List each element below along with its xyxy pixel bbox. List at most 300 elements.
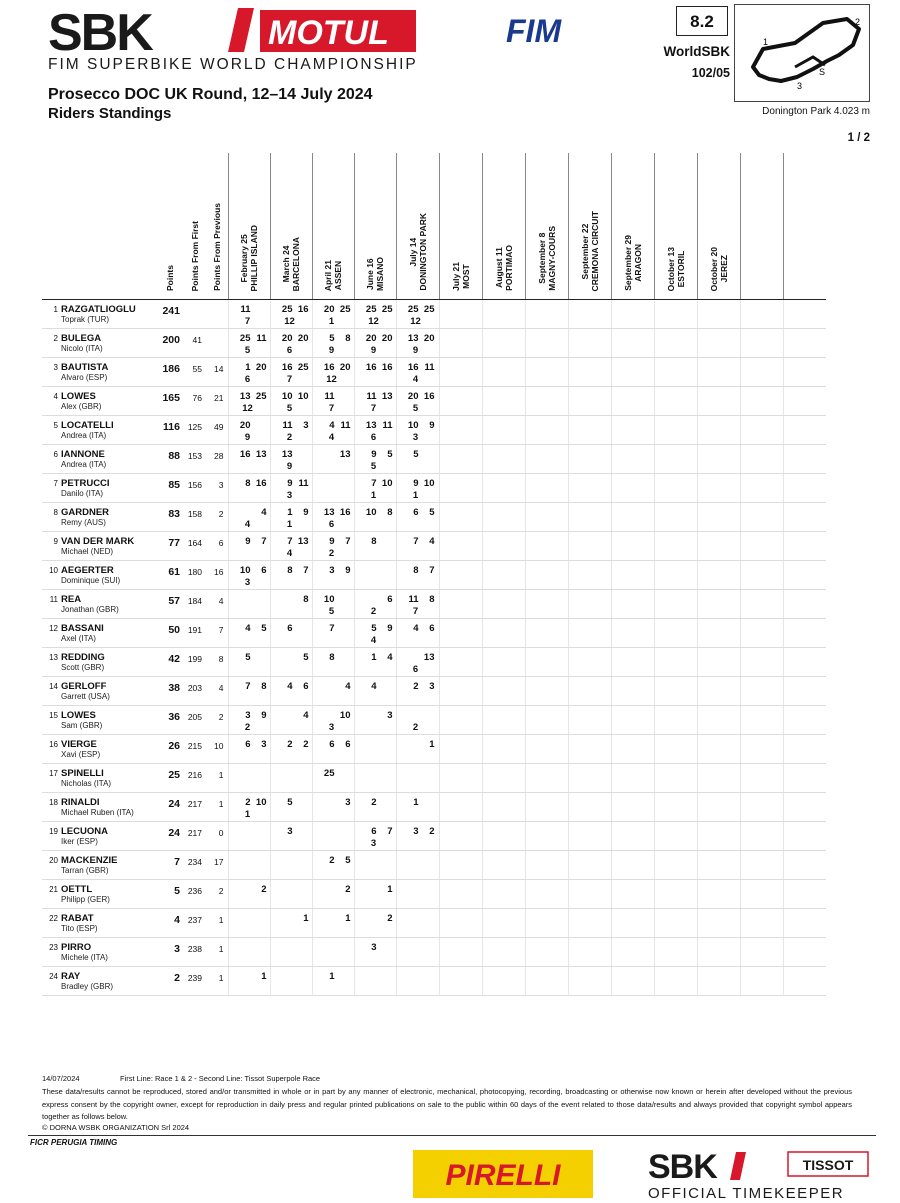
round-result-cell (354, 474, 396, 503)
round-result-cell (270, 445, 312, 474)
rider-cell (42, 445, 156, 474)
from-first-cell: 125 (184, 416, 206, 445)
empty-round-cell (654, 938, 697, 967)
rider-row (42, 851, 826, 880)
race1-points: 16 (365, 362, 377, 373)
svg-text:S: S (819, 67, 826, 77)
empty-round-cell (568, 967, 611, 996)
rider-firstname: Danilo (ITA) (61, 489, 104, 498)
empty-round-cell (568, 329, 611, 358)
race1-points: 2 (413, 681, 419, 692)
rider-position: 10 (49, 566, 58, 575)
round-result-cell (312, 938, 354, 967)
race1-points: 9 (371, 449, 377, 460)
round-result-cell (354, 590, 396, 619)
points-cell: 85 (156, 474, 184, 503)
round-header: June 16 MISANO (354, 153, 396, 300)
points-cell: 57 (156, 590, 184, 619)
rider-cell (42, 532, 156, 561)
rider-firstname: Sam (GBR) (61, 721, 103, 730)
round-result-cell (270, 851, 312, 880)
round-result-cell (354, 329, 396, 358)
empty-round-cell (611, 358, 654, 387)
empty-round-cell (654, 561, 697, 590)
empty-round-cell (439, 938, 482, 967)
race2-points: 1 (261, 971, 267, 982)
round-result-cell (396, 880, 439, 909)
rider-cell (42, 358, 156, 387)
from-first-column-header: Points From First (184, 153, 206, 300)
empty-round-cell (654, 909, 697, 938)
round-result-cell (312, 880, 354, 909)
empty-round-cell (697, 503, 740, 532)
round-result-cell (270, 735, 312, 764)
race1-points: 13 (323, 507, 335, 518)
race2-points: 13 (255, 449, 267, 460)
race1-points: 9 (287, 478, 293, 489)
race2-points: 8 (345, 333, 351, 344)
round-result-cell (312, 416, 354, 445)
rider-row (42, 590, 826, 619)
empty-round-cell (740, 445, 783, 474)
race1-points: 1 (371, 652, 377, 663)
from-previous-cell: 1 (206, 967, 228, 996)
rider-cell (42, 300, 156, 329)
superpole-points: 3 (328, 722, 335, 733)
empty-round-cell (482, 706, 525, 735)
empty-round-cell (740, 590, 783, 619)
superpole-points: 9 (328, 345, 335, 356)
superpole-points: 1 (286, 519, 293, 530)
rider-surname: REA (61, 594, 82, 605)
round-result-cell (396, 967, 439, 996)
copyright-notice: These data/results cannot be reproduced, stored and/or transmitted in whole or in part by any manner of electronic, mechanical, photocopying, recording, broadcasting or otherwise now known or herein after developed without the previous express consent by the copyright owner, except for reproduction in daily press and regular printed publications on sale to the public within 60 days of the event related to those data/results and always provided that copyright symbol appears together as follows below. (42, 1087, 852, 1121)
race1-points: 7 (245, 681, 251, 692)
from-previous-cell: 1 (206, 793, 228, 822)
race1-points: 7 (413, 536, 419, 547)
race1-points: 5 (245, 652, 251, 663)
empty-round-cell (740, 793, 783, 822)
round-result-cell (312, 793, 354, 822)
race2-points: 16 (297, 304, 309, 315)
from-first-cell: 199 (184, 648, 206, 677)
empty-round-cell (697, 532, 740, 561)
superpole-points: 4 (412, 374, 419, 385)
empty-round-cell (611, 677, 654, 706)
from-previous-cell: 0 (206, 822, 228, 851)
page-number: 1 / 2 (847, 132, 870, 144)
race1-points: 16 (281, 362, 293, 373)
empty-round-cell (568, 416, 611, 445)
round-header: February 25 PHILLIP ISLAND (228, 153, 270, 300)
round-result-cell (228, 619, 270, 648)
from-previous-cell: 16 (206, 561, 228, 590)
race2-points: 7 (261, 536, 267, 547)
race1-points: 1 (287, 507, 293, 518)
footer-date: 14/07/2024 (42, 1074, 80, 1083)
empty-round-cell (525, 793, 568, 822)
extra-header (783, 153, 826, 300)
rider-row (42, 938, 826, 967)
rider-row (42, 619, 826, 648)
race1-points: 7 (329, 623, 335, 634)
rider-cell (42, 735, 156, 764)
round-result-cell (270, 880, 312, 909)
rider-position: 16 (49, 740, 58, 749)
superpole-points: 2 (286, 432, 293, 443)
from-previous-column-header: Points From Previous (206, 153, 228, 300)
empty-round-cell (439, 358, 482, 387)
superpole-points: 3 (286, 490, 293, 501)
empty-round-cell (611, 387, 654, 416)
rider-position: 4 (53, 392, 58, 401)
round-result-cell (396, 590, 439, 619)
race2-points: 4 (387, 652, 393, 663)
race2-points: 7 (387, 826, 393, 837)
sbk-tissot-logo (648, 1148, 870, 1200)
round-result-cell (228, 590, 270, 619)
empty-round-cell (697, 938, 740, 967)
from-first-cell: 180 (184, 561, 206, 590)
document-number: 8.2 (676, 6, 728, 36)
svg-text:SBK: SBK (648, 1148, 717, 1186)
round-result-cell (354, 793, 396, 822)
rider-surname: SPINELLI (61, 768, 104, 779)
points-cell: 2 (156, 967, 184, 996)
empty-round-cell (568, 648, 611, 677)
empty-round-cell (611, 851, 654, 880)
rider-cell (42, 677, 156, 706)
empty-round-cell (697, 735, 740, 764)
empty-round-cell (439, 706, 482, 735)
rider-firstname: Tarran (GBR) (61, 866, 109, 875)
event-title: Prosecco DOC UK Round, 12–14 July 2024 (48, 86, 373, 103)
from-previous-cell: 2 (206, 503, 228, 532)
empty-round-cell (697, 474, 740, 503)
empty-round-cell (740, 561, 783, 590)
race2-points: 8 (303, 594, 309, 605)
race2-points: 7 (345, 536, 351, 547)
empty-round-cell (525, 938, 568, 967)
empty-round-cell (525, 822, 568, 851)
race1-points: 6 (245, 739, 251, 750)
empty-round-cell (783, 764, 826, 793)
round-result-cell (312, 532, 354, 561)
rider-surname: BAUTISTA (61, 362, 109, 373)
empty-round-cell (439, 445, 482, 474)
race1-points: 7 (287, 536, 293, 547)
empty-round-cell (740, 706, 783, 735)
round-result-cell (228, 909, 270, 938)
race2-points: 20 (423, 333, 435, 344)
round-result-cell (396, 445, 439, 474)
round-result-cell (354, 648, 396, 677)
race2-points: 4 (429, 536, 435, 547)
race2-points: 25 (297, 362, 309, 373)
race2-points: 3 (261, 739, 267, 750)
round-result-cell (270, 561, 312, 590)
round-result-cell (312, 967, 354, 996)
rider-position: 21 (49, 885, 58, 894)
points-column-header: Points (156, 153, 184, 300)
from-first-cell: 234 (184, 851, 206, 880)
empty-round-cell (439, 474, 482, 503)
rider-firstname: Garrett (USA) (61, 692, 110, 701)
empty-round-cell (439, 909, 482, 938)
rider-row (42, 822, 826, 851)
empty-round-cell (568, 909, 611, 938)
rider-firstname: Alex (GBR) (61, 402, 102, 411)
empty-round-cell (654, 619, 697, 648)
empty-round-cell (482, 851, 525, 880)
from-previous-cell: 4 (206, 590, 228, 619)
from-first-cell: 76 (184, 387, 206, 416)
round-result-cell (354, 387, 396, 416)
empty-round-cell (568, 706, 611, 735)
race1-points: 11 (324, 391, 335, 402)
rider-firstname: Axel (ITA) (61, 634, 96, 643)
superpole-points: 7 (286, 374, 293, 385)
empty-round-cell (482, 387, 525, 416)
race1-points: 8 (287, 565, 293, 576)
rider-cell (42, 706, 156, 735)
round-header: July 21 MOST (439, 153, 482, 300)
rider-firstname: Iker (ESP) (61, 837, 98, 846)
superpole-points: 12 (242, 403, 253, 414)
rider-surname: AEGERTER (61, 565, 114, 576)
race2-points: 2 (303, 739, 309, 750)
round-result-cell (228, 358, 270, 387)
superpole-points: 12 (326, 374, 337, 385)
empty-round-cell (783, 648, 826, 677)
rider-surname: LOWES (61, 391, 96, 402)
rider-surname: RAY (61, 971, 81, 982)
superpole-points: 7 (370, 403, 377, 414)
round-result-cell (228, 648, 270, 677)
round-result-cell (270, 532, 312, 561)
rider-firstname: Nicolo (ITA) (61, 344, 103, 353)
empty-round-cell (740, 532, 783, 561)
race2-points: 16 (255, 478, 267, 489)
round-result-cell (396, 677, 439, 706)
round-result-cell (396, 938, 439, 967)
rider-surname: GERLOFF (61, 681, 107, 692)
race1-points: 8 (329, 652, 335, 663)
empty-round-cell (568, 358, 611, 387)
round-result-cell (228, 503, 270, 532)
points-cell: 61 (156, 561, 184, 590)
rider-cell (42, 967, 156, 996)
empty-round-cell (654, 590, 697, 619)
empty-round-cell (740, 938, 783, 967)
from-first-cell: 203 (184, 677, 206, 706)
race1-points: 10 (239, 565, 251, 576)
rider-row (42, 706, 826, 735)
empty-round-cell (740, 416, 783, 445)
rider-firstname: Andrea (ITA) (61, 431, 107, 440)
round-result-cell (228, 474, 270, 503)
from-previous-cell: 1 (206, 938, 228, 967)
empty-round-cell (568, 764, 611, 793)
round-result-cell (270, 474, 312, 503)
superpole-points: 6 (412, 664, 419, 675)
race2-points: 10 (381, 478, 393, 489)
round-result-cell (354, 880, 396, 909)
rider-cell (42, 329, 156, 358)
race2-points: 6 (261, 565, 267, 576)
empty-round-cell (568, 851, 611, 880)
race1-points: 16 (407, 362, 419, 373)
race1-points: 2 (371, 797, 377, 808)
race1-points: 4 (413, 623, 419, 634)
empty-round-cell (783, 532, 826, 561)
from-first-cell: 153 (184, 445, 206, 474)
svg-text:PIRELLI: PIRELLI (445, 1159, 561, 1192)
points-cell: 4 (156, 909, 184, 938)
round-result-cell (228, 880, 270, 909)
empty-round-cell (697, 822, 740, 851)
empty-round-cell (697, 590, 740, 619)
from-first-cell: 217 (184, 793, 206, 822)
rider-cell (42, 503, 156, 532)
superpole-points: 2 (328, 548, 335, 559)
round-result-cell (312, 445, 354, 474)
empty-round-cell (568, 938, 611, 967)
round-header: September 29 ARAGON (611, 153, 654, 300)
empty-round-cell (568, 793, 611, 822)
empty-round-cell (525, 561, 568, 590)
race1-points: 3 (371, 942, 377, 953)
race1-points: 5 (371, 623, 377, 634)
svg-text:TISSOT: TISSOT (802, 1157, 854, 1173)
race2-points: 5 (387, 449, 393, 460)
empty-round-cell (525, 880, 568, 909)
round-result-cell (396, 909, 439, 938)
empty-round-cell (697, 880, 740, 909)
empty-round-cell (611, 880, 654, 909)
points-cell: 165 (156, 387, 184, 416)
race1-points: 25 (365, 304, 377, 315)
empty-round-cell (783, 967, 826, 996)
race1-points: 1 (413, 797, 419, 808)
race1-points: 5 (329, 333, 335, 344)
race1-points: 13 (407, 333, 419, 344)
superpole-points: 9 (412, 345, 419, 356)
round-result-cell (396, 822, 439, 851)
superpole-points: 6 (244, 374, 251, 385)
superpole-points: 9 (244, 432, 251, 443)
race2-points: 6 (429, 623, 435, 634)
race1-points: 4 (329, 420, 335, 431)
rider-row (42, 648, 826, 677)
points-cell: 200 (156, 329, 184, 358)
rider-firstname: Philipp (GER) (61, 895, 110, 904)
round-result-cell (354, 445, 396, 474)
rider-cell (42, 909, 156, 938)
empty-round-cell (740, 300, 783, 329)
empty-round-cell (654, 648, 697, 677)
race1-points: 5 (287, 797, 293, 808)
from-first-cell: 191 (184, 619, 206, 648)
race2-points: 1 (387, 884, 393, 895)
race1-points: 3 (329, 565, 335, 576)
from-previous-cell: 28 (206, 445, 228, 474)
empty-round-cell (482, 967, 525, 996)
round-result-cell (312, 706, 354, 735)
rider-row (42, 358, 826, 387)
empty-round-cell (482, 358, 525, 387)
round-result-cell (270, 503, 312, 532)
svg-text:SBK: SBK (48, 6, 152, 62)
empty-round-cell (611, 590, 654, 619)
round-result-cell (270, 416, 312, 445)
empty-round-cell (439, 387, 482, 416)
round-result-cell (270, 764, 312, 793)
race1-points: 16 (239, 449, 251, 460)
points-cell: 88 (156, 445, 184, 474)
from-first-cell: 184 (184, 590, 206, 619)
fim-logo (500, 12, 582, 48)
round-result-cell (228, 735, 270, 764)
rider-firstname: Nicholas (ITA) (61, 779, 112, 788)
race1-points: 11 (408, 594, 419, 605)
rider-surname: VAN DER MARK (61, 536, 135, 547)
race1-points: 20 (323, 304, 335, 315)
round-header: September 22 CREMONA CIRCUIT (568, 153, 611, 300)
rider-surname: RABAT (61, 913, 94, 924)
rider-firstname: Toprak (TUR) (61, 315, 110, 324)
round-result-cell (354, 735, 396, 764)
rider-firstname: Tito (ESP) (61, 924, 98, 933)
from-previous-cell: 6 (206, 532, 228, 561)
round-result-cell (396, 532, 439, 561)
empty-round-cell (740, 880, 783, 909)
rider-row (42, 735, 826, 764)
points-cell: 186 (156, 358, 184, 387)
round-result-cell (228, 416, 270, 445)
race2-points: 13 (339, 449, 351, 460)
empty-round-cell (654, 706, 697, 735)
superpole-points: 1 (244, 809, 251, 820)
rider-row (42, 967, 826, 996)
empty-round-cell (740, 387, 783, 416)
empty-round-cell (654, 358, 697, 387)
round-result-cell (354, 909, 396, 938)
empty-round-cell (439, 822, 482, 851)
rider-position: 23 (49, 943, 58, 952)
empty-round-cell (482, 329, 525, 358)
round-result-cell (228, 532, 270, 561)
empty-round-cell (783, 619, 826, 648)
from-first-cell: 215 (184, 735, 206, 764)
from-previous-cell: 21 (206, 387, 228, 416)
empty-round-cell (654, 735, 697, 764)
race2-points: 6 (387, 594, 393, 605)
superpole-points: 4 (286, 548, 293, 559)
race1-points: 7 (371, 478, 377, 489)
empty-round-cell (439, 735, 482, 764)
round-result-cell (270, 677, 312, 706)
rider-cell (42, 938, 156, 967)
race2-points: 5 (303, 652, 309, 663)
round-result-cell (312, 474, 354, 503)
empty-round-cell (439, 300, 482, 329)
empty-round-cell (525, 648, 568, 677)
race1-points: 11 (366, 391, 377, 402)
rider-cell (42, 416, 156, 445)
empty-round-cell (654, 503, 697, 532)
round-result-cell (312, 648, 354, 677)
